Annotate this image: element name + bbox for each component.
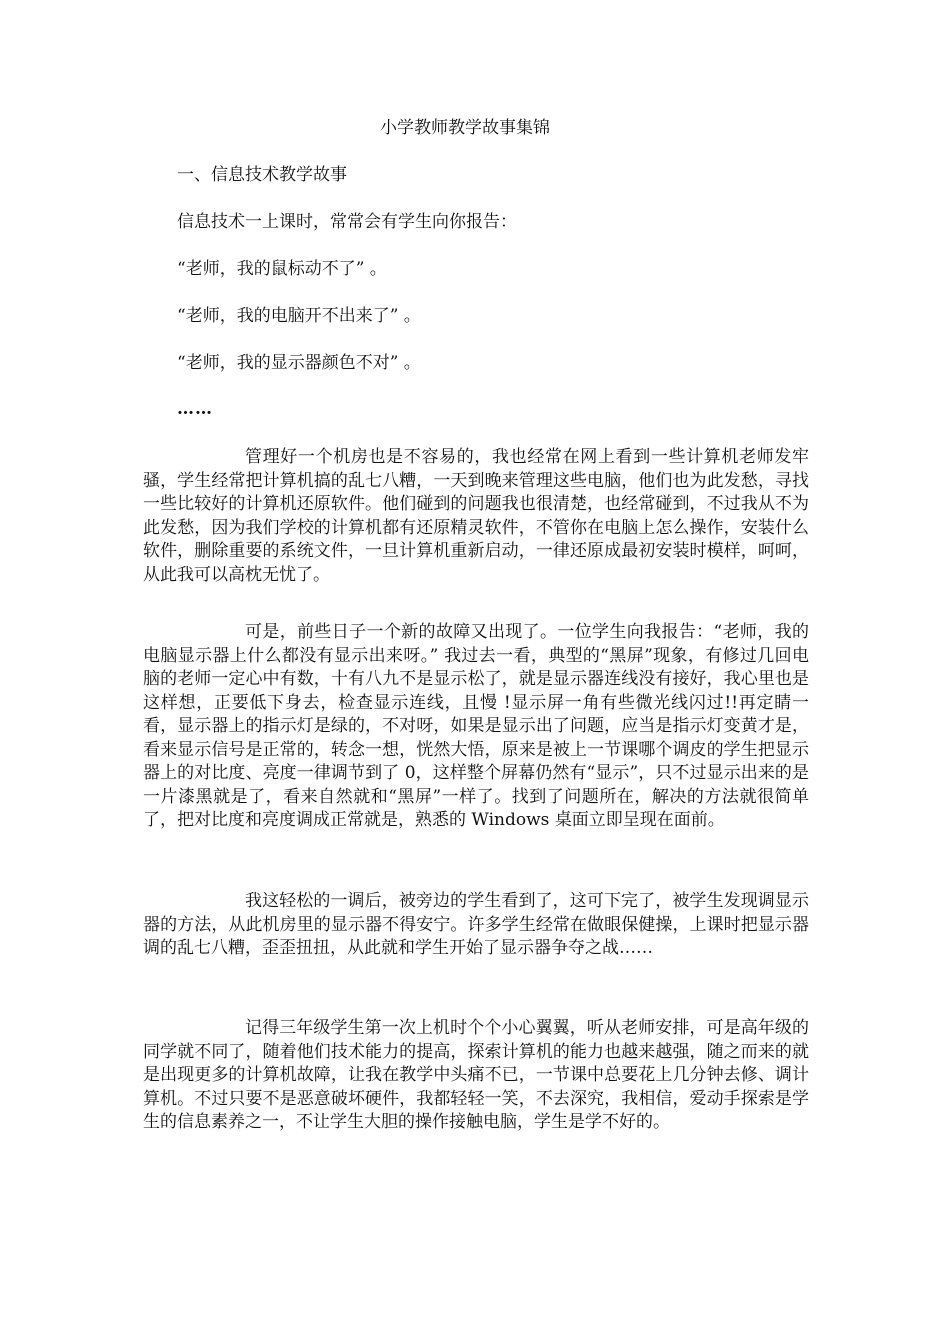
section-heading: 一、信息技术教学故事 [177, 165, 347, 185]
paragraph-black-screen: 可是，前些日子一个新的故障又出现了。一位学生向我报告：“老师，我的电脑显示器上什么都没有显示出来呀。” 我过去一看，典型的“黑屏”现象，有修过几回电脑的老师一定心中有数，十有八九不是显示松了，就是显示器连线没有接好，我心里也是这样想，正要低下身去，检查显示连线，且慢 !显示屏一角有些微光线闪过!!再定睛一看，显示器上的指示灯是绿的，不对呀，如果是显示出了问题，应当是指示灯变黄才是，看来显示信号是正常的，转念一想，恍然大悟，原来是被上一节课哪个调皮的学生把显示器上的对比度、亮度一律调节到了 0，这样整个屏幕仍然有“显示”，只不过显示出来的是一片漆黑就是了，看来自然就和“黑屏”一样了。找到了问题所在，解决的方法就很简单了，把对比度和亮度调成正常就是，熟悉的 Windows 桌面立即呈现在面前。 [143, 622, 809, 830]
document-title: 小学教师教学故事集锦 [380, 118, 550, 138]
intro-line: 信息技术一上课时，常常会有学生向你报告： [177, 212, 517, 232]
quote-line-computer: “老师，我的电脑开不出来了” 。 [177, 306, 421, 326]
ellipsis-line: …… [177, 399, 213, 419]
paragraph-computer-room: 管理好一个机房也是不容易的，我也经常在网上看到一些计算机老师发牢骚，学生经常把计算机搞的乱七八糟，一天到晚来管理这些电脑，他们也为此发愁，寻找一些比较好的计算机还原软件。他们碰到的问题我也很清楚，也经常碰到，不过我从不为此发愁，因为我们学校的计算机都有还原精灵软件，不管你在电脑上怎么操作，安装什么软件，删除重要的系统文件，一旦计算机重新启动，一律还原成最初安装时模样，呵呵，从此我可以高枕无忧了。 [143, 447, 809, 585]
paragraph-monitor-adjust: 我这轻松的一调后，被旁边的学生看到了，这可下完了，被学生发现调显示器的方法，从此机房里的显示器不得安宁。许多学生经常在做眼保健操，上课时把显示器调的乱七八糟，歪歪扭扭，从此就和学生开始了显示器争夺之战…… [143, 891, 809, 958]
quote-line-monitor: “老师，我的显示器颜色不对” 。 [177, 353, 421, 373]
quote-line-mouse: “老师，我的鼠标动不了” 。 [177, 259, 387, 279]
paragraph-third-grade: 记得三年级学生第一次上机时个个小心翼翼，听从老师安排，可是高年级的同学就不同了，随着他们技术能力的提高，探索计算机的能力也越来越强，随之而来的就是出现更多的计算机故障，让我在教学中头痛不已，一节课中总要花上几分钟去修、调计算机。不过只要不是恶意破坏硬件，我都轻轻一笑，不去深究，我相信，爱动手探索是学生的信息素养之一，不让学生大胆的操作接触电脑，学生是学不好的。 [143, 1018, 809, 1132]
